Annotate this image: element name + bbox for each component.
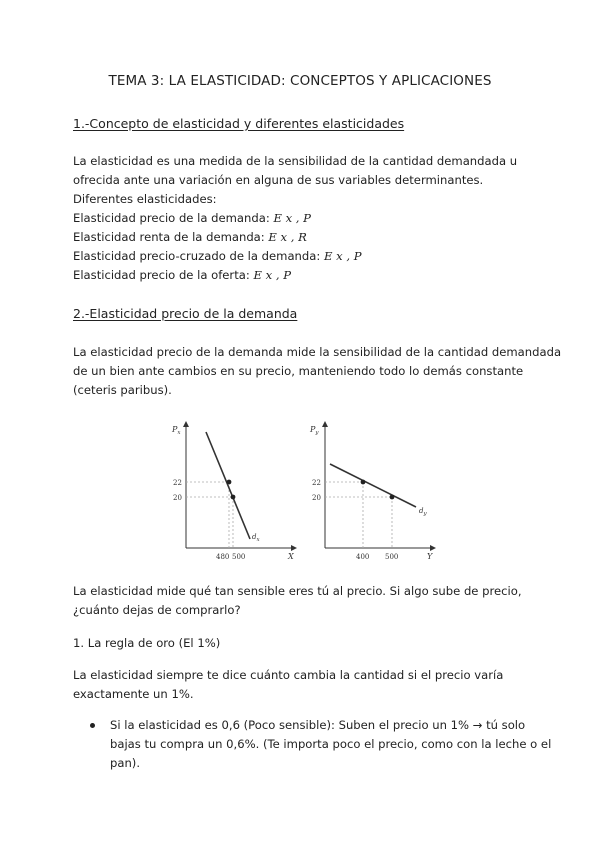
y-panel-x-label: Y (427, 552, 433, 561)
bullet-text (110, 716, 552, 773)
elasticities-list-title: Diferentes elasticidades: (73, 192, 217, 206)
elasticity-item (73, 228, 533, 247)
point-500-20 (231, 495, 236, 500)
section1-body (73, 152, 533, 285)
chart-y-panel (309, 424, 433, 561)
point-480-22 (227, 480, 232, 485)
bullet-dot (90, 723, 95, 728)
after-chart-line: La elasticidad mide qué tan sensible eres tú al precio. Si algo sube de precio, (73, 584, 522, 598)
y-panel-tick-22: 22 (312, 479, 321, 487)
document-title: TEMA 3: LA ELASTICIDAD: CONCEPTOS Y APLICACIONES (108, 73, 492, 89)
rule-line: exactamente un 1%. (73, 687, 194, 701)
after-chart-text (73, 582, 533, 620)
x-panel-tick-500: 500 (232, 553, 246, 561)
y-panel-curve-label: $d_y$ (419, 507, 427, 517)
demand-curves-figure (160, 418, 450, 568)
section1-intro-line: ofrecida ante una variación en alguna de sus variables determinantes. (73, 173, 484, 187)
rule-title: 1. La regla de oro (El 1%) (73, 636, 221, 650)
bullet-item (90, 716, 552, 776)
elasticity-item-label: Elasticidad renta de la demanda: (73, 230, 265, 244)
section2-intro (73, 343, 562, 400)
bullet-line: bajas tu compra un 0,6%. (Te importa poco el precio, como con la leche o el (110, 737, 552, 751)
elasticity-item-label: Elasticidad precio de la demanda: (73, 211, 270, 225)
x-panel-x-label: X (288, 552, 294, 561)
elasticity-item-formula: E x , P (273, 211, 311, 225)
bullet-line: Si la elasticidad es 0,6 (Poco sensible): Suben el precio un 1% → tú solo (110, 718, 526, 732)
section1-intro-line: La elasticidad es una medida de la sensibilidad de la cantidad demandada u (73, 154, 518, 168)
elasticity-item-formula: E x , P (253, 268, 291, 282)
elasticity-item-label: Elasticidad precio-cruzado de la demanda: (73, 249, 321, 263)
section2-heading: 2.-Elasticidad precio de la demanda (73, 306, 298, 321)
y-panel-y-label: $P_y$ (310, 425, 319, 436)
x-panel-tick-22: 22 (173, 479, 182, 487)
after-chart-line: ¿cuánto dejas de comprarlo? (73, 603, 241, 617)
x-panel-y-label: $P_x$ (172, 425, 181, 436)
y-panel-tick-400: 400 (356, 553, 370, 561)
point-400-22 (361, 480, 366, 485)
elasticity-item-formula: E x , P (323, 249, 362, 263)
demand-curve-x (206, 432, 250, 539)
x-panel-curve-label: $d_x$ (252, 533, 260, 543)
x-panel-tick-20: 20 (173, 494, 182, 502)
rule-line: La elasticidad siempre te dice cuánto cambia la cantidad si el precio varía (73, 668, 504, 682)
section2-intro-line: (ceteris paribus). (73, 383, 172, 397)
rule-text (73, 666, 533, 704)
elasticity-item-formula: E x , R (268, 230, 307, 244)
bullet-line: pan). (110, 756, 141, 770)
section1-heading: 1.-Concepto de elasticidad y diferentes elasticidades (73, 116, 405, 131)
section2-intro-line: de un bien ante cambios en su precio, manteniendo todo lo demás constante (73, 364, 524, 378)
elasticity-item (73, 209, 533, 228)
elasticity-item-label: Elasticidad precio de la oferta: (73, 268, 250, 282)
elasticity-item (73, 266, 533, 285)
elasticity-item (73, 247, 533, 266)
y-panel-tick-500: 500 (385, 553, 399, 561)
y-panel-tick-20: 20 (312, 494, 321, 502)
x-panel-tick-480: 480 (216, 553, 230, 561)
point-500-20 (390, 495, 395, 500)
chart-x-panel (171, 424, 294, 561)
demand-curve-y (330, 464, 416, 507)
section2-intro-line: La elasticidad precio de la demanda mide la sensibilidad de la cantidad demandada (73, 345, 562, 359)
